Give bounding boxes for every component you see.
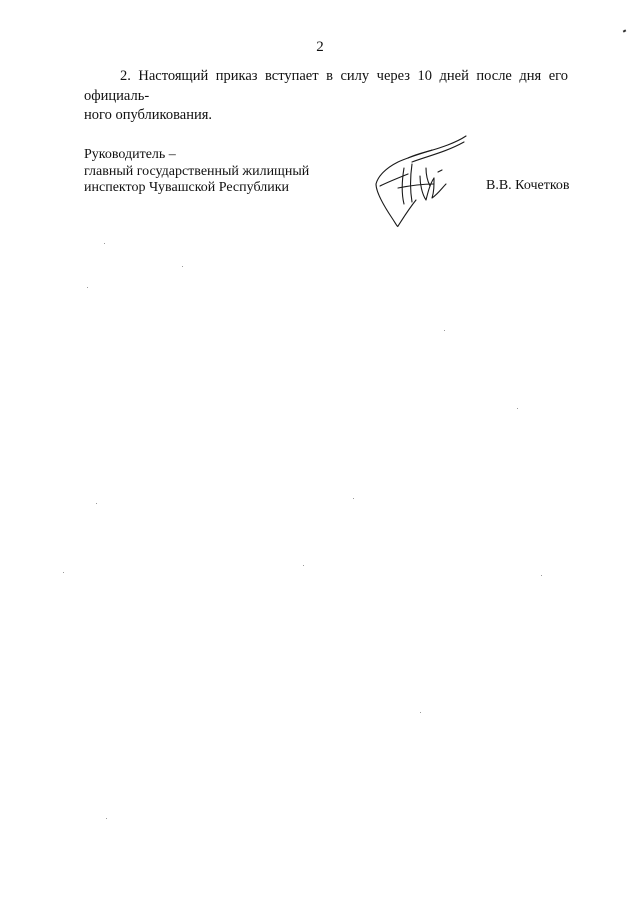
position-line-1: Руководитель – [84, 147, 176, 162]
scan-speck [104, 243, 105, 244]
signatory-position [84, 147, 309, 197]
clause-paragraph [84, 67, 568, 126]
position-line-2: главный государственный жилищный [84, 163, 310, 179]
clause-line-2: ного опубликования. [84, 107, 213, 123]
scan-mark [623, 29, 627, 32]
scan-speck [182, 266, 183, 267]
scan-speck [420, 712, 421, 713]
clause-line-1: 2. Настоящий приказ вступает в силу через 10 дней после дня его официаль- [84, 68, 568, 104]
scan-speck [517, 408, 518, 409]
scan-speck [541, 575, 542, 576]
signatory-name: В.В. Кочетков [486, 178, 570, 193]
page-number: 2 [316, 39, 324, 55]
scan-speck [96, 503, 97, 504]
scan-speck [353, 498, 354, 499]
handwritten-signature [368, 128, 476, 236]
scan-speck [87, 287, 88, 288]
scan-speck [63, 572, 64, 573]
scan-speck [444, 330, 445, 331]
scan-speck [106, 818, 107, 819]
position-line-3: инспектор Чувашской Республики [84, 180, 290, 195]
scan-speck [303, 565, 304, 566]
